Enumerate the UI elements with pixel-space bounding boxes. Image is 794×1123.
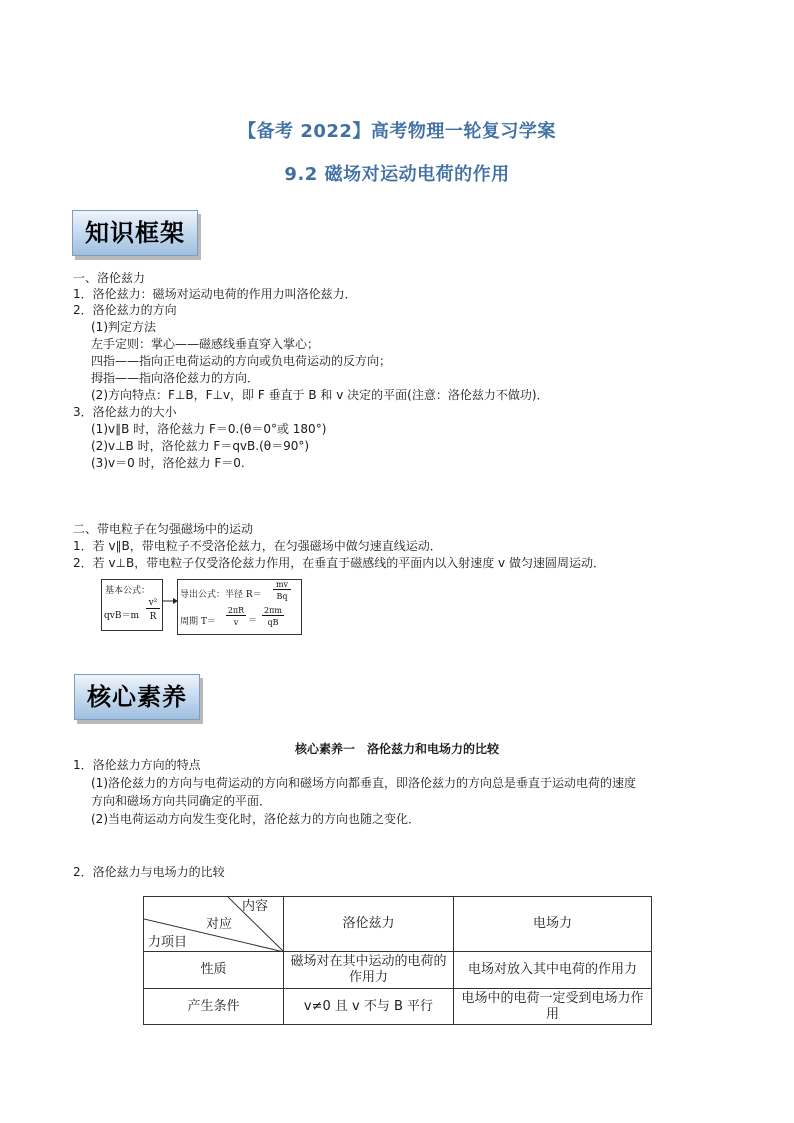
table-row-label: 性质 [144, 952, 284, 989]
diagonal-label-bottom: 力项目 [148, 935, 188, 950]
formula-radius-denominator: Bq [276, 592, 288, 601]
formula-basic-lhs: qvB＝m [104, 611, 139, 621]
document-subtitle: 9.2 磁场对运动电荷的作用 [284, 164, 510, 185]
table-row [144, 952, 652, 989]
formula-period-numerator-2: 2πm [262, 606, 284, 616]
formula-period-equals: ＝ [248, 616, 258, 626]
section1-line: 左手定则：掌心——磁感线垂直穿入掌心； [91, 337, 320, 351]
table-col-header: 电场力 [454, 897, 652, 952]
formula-basic-label: 基本公式： [105, 586, 151, 596]
table-cell: 电场中的电荷一定受到电场力作用 [454, 989, 652, 1025]
formula-basic-numerator: v² [146, 598, 160, 609]
comparison-table [143, 896, 652, 1025]
formula-derived-box [177, 579, 302, 635]
arrow-right-icon [162, 596, 178, 606]
formula-radius-label: 导出公式：半径 R＝ [180, 590, 262, 600]
core-line: 1．洛伦兹力方向的特点 [73, 758, 201, 772]
section1-line: 2．洛伦兹力的方向 [73, 303, 177, 317]
formula-period-numerator-1: 2πR [227, 606, 245, 615]
section1-line: (3)v＝0 时，洛伦兹力 F＝0. [91, 456, 245, 470]
formula-radius-numerator: mv [273, 580, 291, 590]
section2-line: 1．若 v∥B，带电粒子不受洛伦兹力，在匀强磁场中做匀速直线运动． [73, 539, 442, 553]
section1-line: 1．洛伦兹力：磁场对运动电荷的作用力叫洛伦兹力． [73, 287, 357, 301]
table-cell: 电场对放入其中电荷的作用力 [454, 952, 652, 989]
table-diagonal-header-cell [144, 897, 284, 952]
section1-line: 3．洛伦兹力的大小 [73, 405, 177, 419]
section1-line: (2)方向特点：F⊥B，F⊥v，即 F 垂直于 B 和 v 决定的平面(注意：洛伦兹力不做功)． [91, 388, 549, 402]
banner-core-literacy: 核心素养 [74, 674, 200, 720]
core-line: 方向和磁场方向共同确定的平面． [91, 794, 272, 808]
formula-basic-box [101, 579, 163, 631]
section1-line: 拇指——指向洛伦兹力的方向． [91, 371, 260, 385]
document-title: 【备考 2022】高考物理一轮复习学案 [238, 121, 556, 142]
core-line: 2．洛伦兹力与电场力的比较 [73, 865, 225, 879]
core-line: (1)洛伦兹力的方向与电荷运动的方向和磁场方向都垂直，即洛伦兹力的方向总是垂直于运动电荷的速度 [91, 776, 637, 790]
table-cell: v≠0 且 v 不与 B 平行 [284, 989, 454, 1025]
formula-basic-denominator: R [149, 612, 157, 622]
core-heading: 核心素养一 洛伦兹力和电场力的比较 [294, 742, 499, 756]
table-row [144, 989, 652, 1025]
core-line: (2)当电荷运动方向发生变化时，洛伦兹力的方向也随之变化． [91, 812, 421, 826]
section1-line: (1)v∥B 时，洛伦兹力 F＝0.(θ＝0°或 180°) [91, 422, 327, 436]
section1-line: 四指——指向正电荷运动的方向或负电荷运动的反方向； [91, 354, 392, 368]
table-cell: 磁场对在其中运动的电荷的作用力 [284, 952, 454, 989]
formula-period-label: 周期 T＝ [180, 617, 216, 627]
diagonal-label-middle: 对应 [206, 917, 233, 932]
section1-line: (2)v⊥B 时，洛伦兹力 F＝qvB.(θ＝90°) [91, 439, 310, 453]
table-header-row [144, 897, 652, 952]
formula-period-denominator-1: v [233, 618, 239, 627]
diagonal-label-top: 内容 [242, 899, 269, 914]
section2-heading: 二、带电粒子在匀强磁场中的运动 [73, 522, 254, 536]
table-col-header: 洛伦兹力 [284, 897, 454, 952]
section1-heading: 一、洛伦兹力 [73, 271, 146, 285]
formula-period-denominator-2: qB [267, 618, 279, 627]
section1-line: (1)判定方法 [91, 320, 156, 334]
banner-knowledge-framework: 知识框架 [72, 210, 198, 256]
section2-line: 2．若 v⊥B，带电粒子仅受洛伦兹力作用，在垂直于磁感线的平面内以入射速度 v 做匀速圆周运动． [73, 556, 605, 570]
table-row-label: 产生条件 [144, 989, 284, 1025]
